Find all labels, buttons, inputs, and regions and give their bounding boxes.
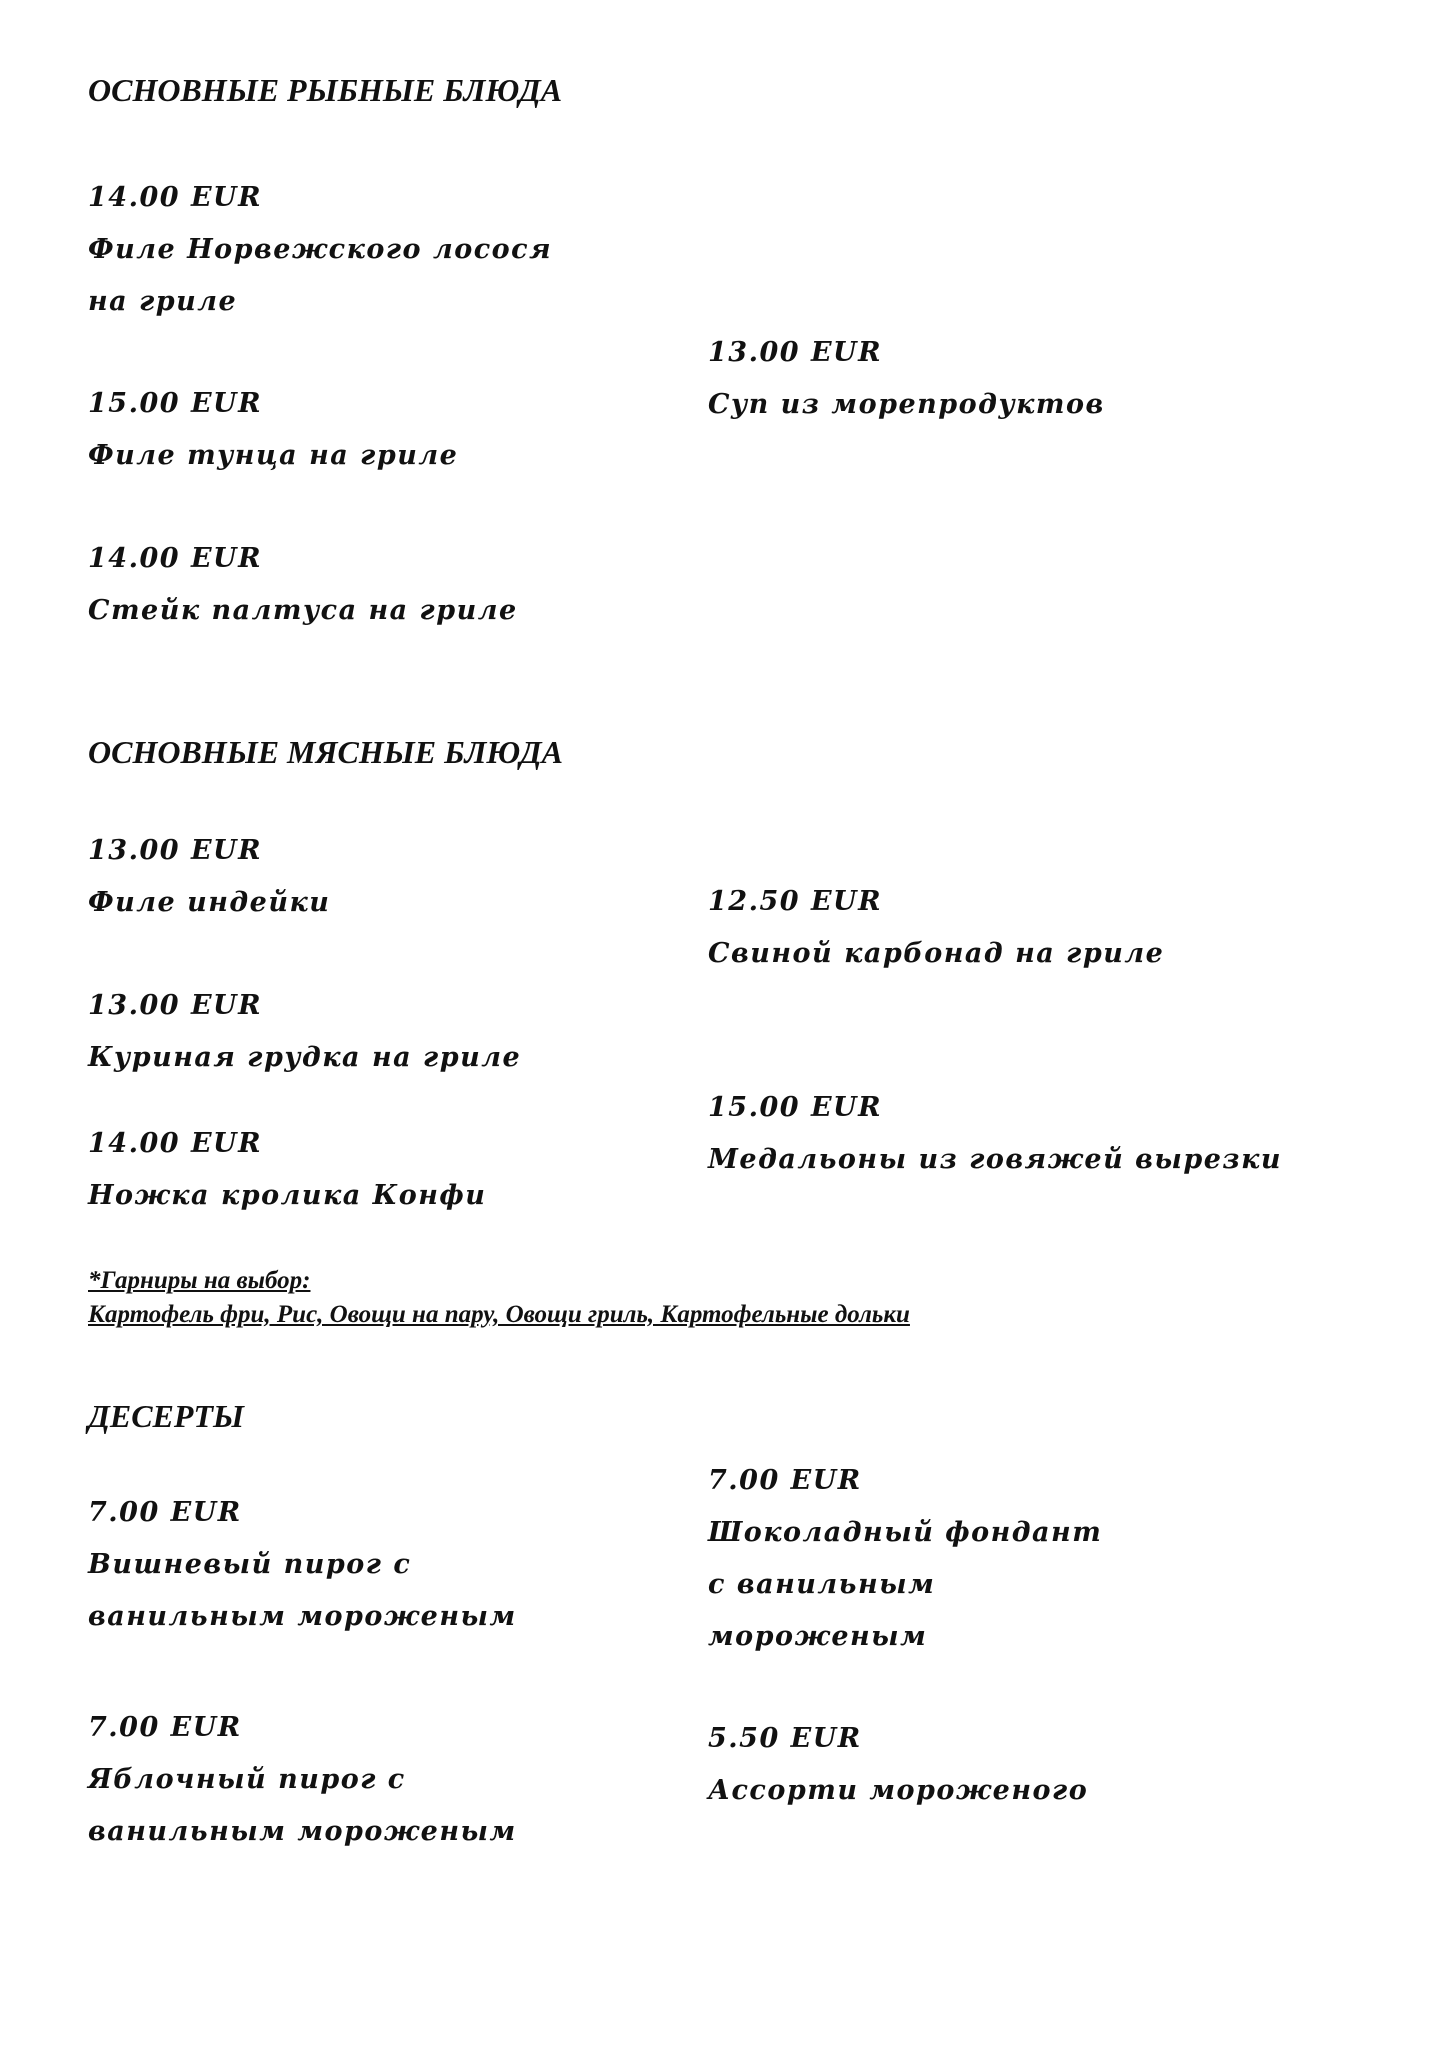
menu-item-chocolate-fondant bbox=[708, 1455, 1128, 1663]
menu-item-price: 13.00 EUR bbox=[708, 337, 883, 368]
menu-item-name: Яблочный пирог с ванильным мороженым bbox=[88, 1764, 517, 1847]
menu-item-name: Филе тунца на гриле bbox=[88, 440, 459, 471]
menu-item-price: 15.00 EUR bbox=[88, 388, 263, 419]
menu-item-name: Филе Норвежского лосося на гриле bbox=[88, 234, 553, 317]
menu-item-price: 13.00 EUR bbox=[88, 835, 263, 866]
side-dishes-note-title: *Гарниры на выбор: bbox=[88, 1267, 311, 1294]
menu-item-price: 14.00 EUR bbox=[88, 543, 263, 574]
menu-item-seafood-soup bbox=[708, 327, 1368, 431]
menu-item-price: 13.00 EUR bbox=[88, 990, 263, 1021]
menu-item-rabbit bbox=[88, 1118, 608, 1222]
menu-item-price: 5.50 EUR bbox=[708, 1723, 862, 1754]
menu-item-cherry-pie bbox=[88, 1487, 598, 1643]
menu-item-name: Стейк палтуса на гриле bbox=[88, 595, 518, 626]
menu-item-price: 12.50 EUR bbox=[708, 886, 883, 917]
side-dishes-note bbox=[88, 1264, 910, 1332]
menu-item-tuna bbox=[88, 378, 608, 482]
menu-item-price: 14.00 EUR bbox=[88, 1128, 263, 1159]
menu-item-name: Куриная грудка на гриле bbox=[88, 1042, 522, 1073]
menu-item-name: Свиной карбонад на гриле bbox=[708, 938, 1165, 969]
menu-item-salmon bbox=[88, 172, 588, 328]
menu-item-pork bbox=[708, 876, 1368, 980]
menu-item-ice-cream-assortment bbox=[708, 1713, 1368, 1817]
side-dishes-note-list: Картофель фри, Рис, Овощи на пару, Овощи гриль, Картофельные дольки bbox=[88, 1301, 910, 1328]
menu-item-price: 15.00 EUR bbox=[708, 1092, 883, 1123]
menu-item-halibut bbox=[88, 533, 608, 637]
menu-item-name: Ассорти мороженого bbox=[708, 1775, 1089, 1806]
menu-item-price: 7.00 EUR bbox=[88, 1712, 242, 1743]
menu-item-price: 7.00 EUR bbox=[88, 1497, 242, 1528]
menu-item-apple-pie bbox=[88, 1702, 598, 1858]
menu-item-price: 14.00 EUR bbox=[88, 182, 263, 213]
section-title-meat: ОСНОВНЫЕ МЯСНЫЕ БЛЮДА bbox=[88, 734, 563, 770]
menu-item-name: Медальоны из говяжей вырезки bbox=[708, 1144, 1283, 1175]
menu-item-price: 7.00 EUR bbox=[708, 1465, 862, 1496]
section-title-desserts: ДЕСЕРТЫ bbox=[88, 1398, 244, 1434]
menu-item-chicken bbox=[88, 980, 608, 1084]
menu-item-beef bbox=[708, 1082, 1368, 1186]
menu-item-name: Шоколадный фондант с ванильным мороженым bbox=[708, 1517, 1103, 1652]
menu-item-name: Суп из морепродуктов bbox=[708, 389, 1105, 420]
menu-item-turkey bbox=[88, 825, 608, 929]
menu-item-name: Ножка кролика Конфи bbox=[88, 1180, 487, 1211]
menu-item-name: Вишневый пирог с ванильным мороженым bbox=[88, 1549, 517, 1632]
section-title-fish: ОСНОВНЫЕ РЫБНЫЕ БЛЮДА bbox=[88, 72, 563, 108]
menu-item-name: Филе индейки bbox=[88, 887, 331, 918]
